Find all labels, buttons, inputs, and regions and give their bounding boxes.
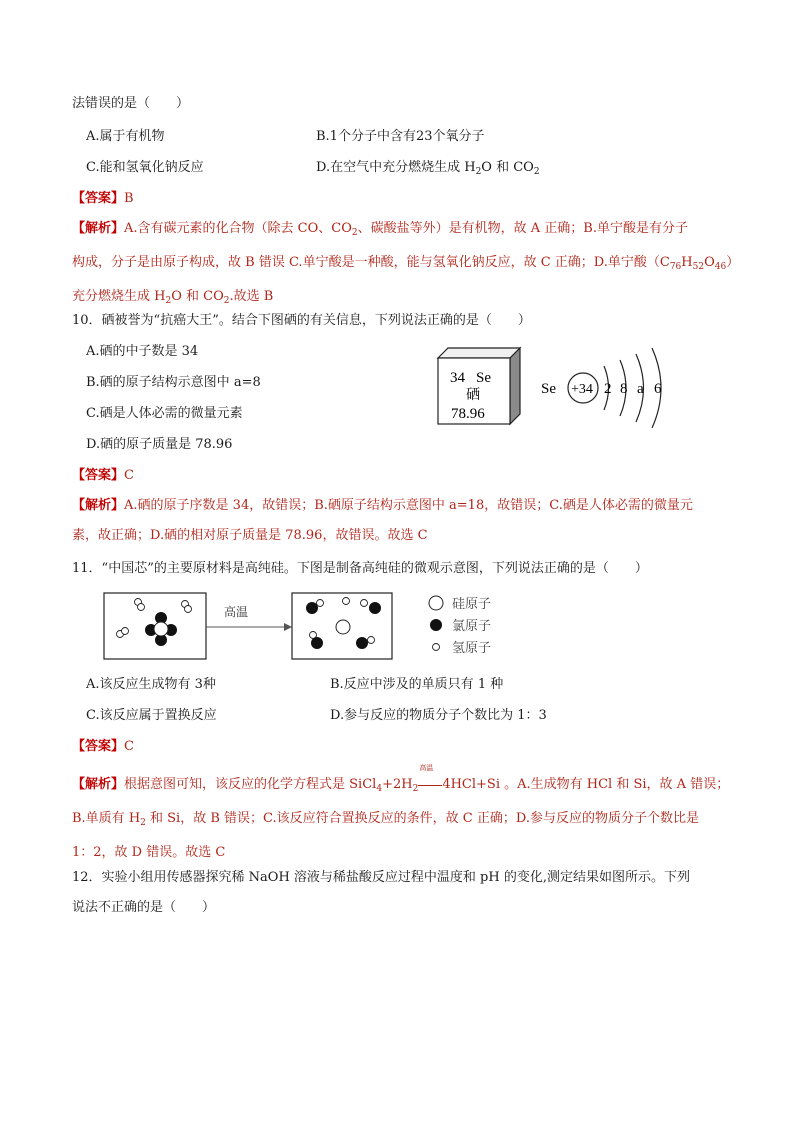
relative-atomic-mass: 78.96: [451, 406, 485, 422]
q10-option-d: D.硒的原子质量是 78.96: [86, 437, 233, 452]
shell-electrons-3: a: [637, 381, 644, 397]
q9-answer: 【答案】B: [72, 191, 134, 206]
q11-option-b: B.反应中涉及的单质只有 1 种: [330, 677, 504, 692]
legend-si-symbol: [429, 596, 443, 610]
q9-option-a: A.属于有机物: [86, 129, 165, 144]
selenium-atomic-structure-diagram: [540, 344, 670, 428]
hcl-molecule: [343, 598, 350, 605]
element-symbol: Se: [476, 370, 491, 386]
q11-stem: 11．“中国芯”的主要原材料是高纯硅。下图是制备高纯硅的微观示意图，下列说法正确的是（ ）: [72, 561, 648, 576]
equation-condition-mark: 高温: [418, 778, 442, 792]
q11-explanation: 【解析】根据意图可知，该反应的化学方程式是 $SiCl_4+2H_2$ 高温 4HCl+Si 。A.生成物有 HCl 和 Si，故 A 错误； B.单质有 $H_2$ 和 Si，故 B 错误；C.该反应符合置换反应的条件，故 C 正确；D.参与反应的物质分子个数比是 1：2，故 D 错误。故选 C: [72, 763, 730, 860]
silicon-reaction-microscopic-diagram: [100, 590, 500, 664]
q10-option-a: A.硒的中子数是 34: [86, 344, 199, 359]
q10-option-b: B.硒的原子结构示意图中 a=8: [86, 375, 261, 390]
arrow-head: [284, 623, 292, 631]
q9-option-d: D.在空气中充分燃烧生成 $H_2O$ 和 $CO_2$: [316, 160, 540, 177]
si-atom: [336, 620, 350, 634]
legend-cl-label: 氯原子: [452, 618, 492, 633]
legend-h-label: 氢原子: [452, 640, 492, 655]
q10-answer: 【答案】C: [72, 468, 134, 483]
q9-explanation: 【解析】A.含有碳元素的化合物（除去 CO、$CO_2$、碳酸盐等外）是有机物，故 A 正确；B.单宁酸是有分子 构成，分子是由原子构成，故 B 错误 C.单宁酸是一种酸，能与氢氧化钠反应，故 C 正确；D.单宁酸$(C_{76}H_{52}O_{46})$ 充分燃烧生成 $H_2O$ 和 $CO_2$.故选 B: [72, 221, 740, 306]
legend-cl-symbol: [430, 619, 442, 631]
q11-answer: 【答案】C: [72, 739, 134, 754]
shell-electrons-1: 2: [604, 381, 612, 397]
q10-option-c: C.硒是人体必需的微量元素: [86, 406, 243, 421]
nucleus-charge: +34: [571, 382, 593, 397]
legend-si-label: 硅原子: [452, 596, 492, 611]
q11-option-a: A.该反应生成物有 3种: [86, 677, 216, 692]
q12-stem-line1: 12．实验小组用传感器探究稀 NaOH 溶液与稀盐酸反应过程中温度和 pH 的变化,测定结果如图所示。下列: [72, 870, 690, 885]
element-name: 硒: [466, 388, 480, 403]
atomic-number: 34: [450, 370, 465, 386]
reaction-condition: 高温: [224, 605, 249, 619]
q9-option-c: C.能和氢氧化钠反应: [86, 160, 204, 175]
legend: [429, 596, 491, 655]
shell-electrons-2: 8: [620, 381, 628, 397]
q12-stem-line2: 说法不正确的是（ ）: [72, 900, 216, 915]
q9-stem-tail: 法错误的是（ ）: [72, 96, 190, 111]
legend-h-symbol: [433, 644, 440, 651]
q10-explanation: 【解析】A.硒的原子序数是 34，故错误；B.硒原子结构示意图中 a=18，故错误；C.硒是人体必需的微量元 素，故正确；D.硒的相对原子质量是 78.96，故错误。故选 C: [72, 498, 693, 543]
q9-option-b: B.1个分子中含有23个氧分子: [316, 129, 485, 144]
q11-option-d: D.参与反应的物质分子个数比为 1：3: [330, 708, 547, 723]
q10-stem: 10．硒被誉为“抗癌大王”。结合下图硒的有关信息，下列说法正确的是（ ）: [72, 313, 531, 328]
diagram-symbol: Se: [541, 381, 556, 397]
selenium-element-card: [436, 346, 526, 428]
shell-electrons-4: 6: [654, 381, 662, 397]
q11-option-c: C.该反应属于置换反应: [86, 708, 217, 723]
